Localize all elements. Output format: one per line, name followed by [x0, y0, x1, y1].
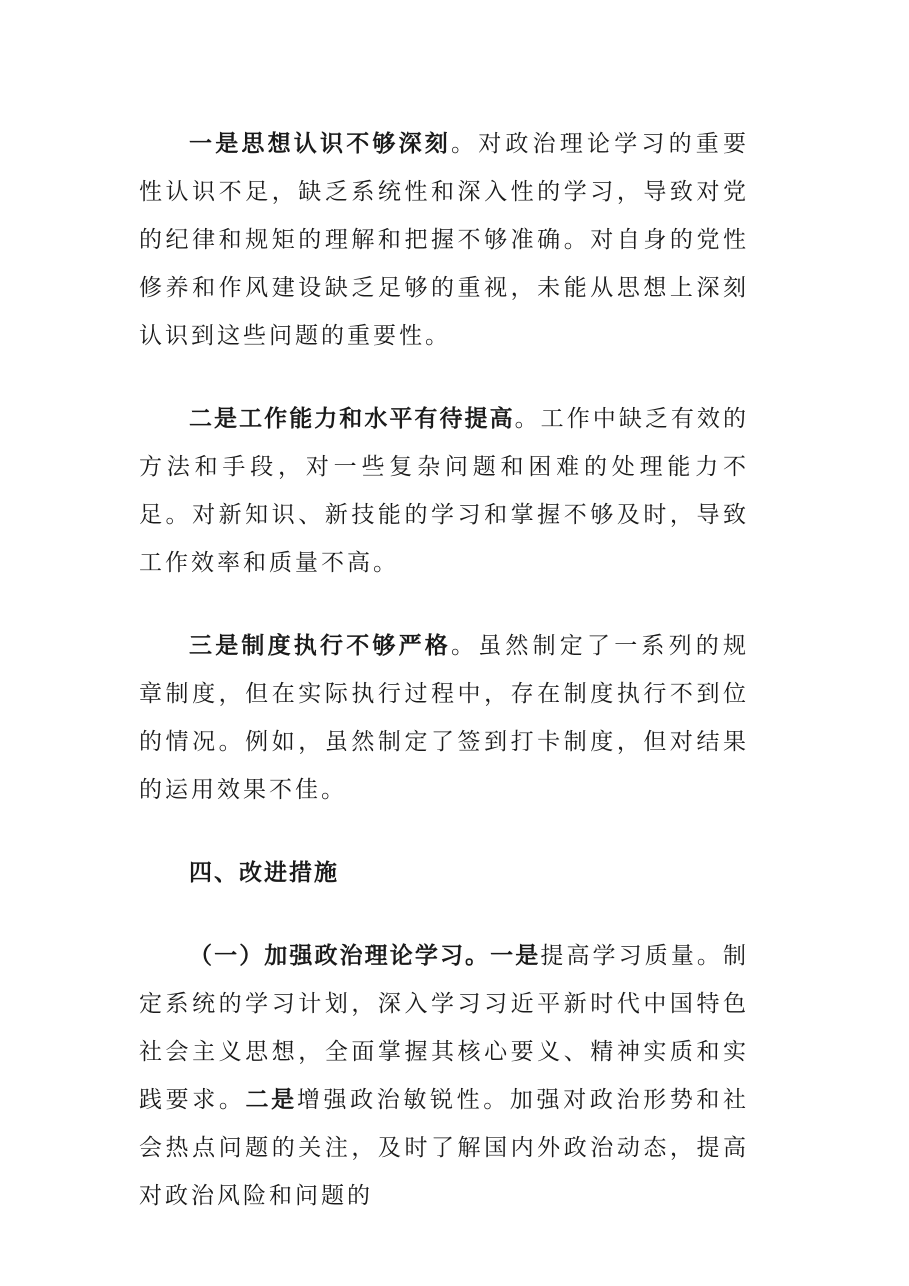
paragraph-body: 。工作中缺乏有效的方法和手段，对一些复杂问题和困难的处理能力不足。对新知识、新技能的学习和掌握不够及时，导致工作效率和质量不高。: [139, 406, 750, 576]
measure-title: （一）加强政治理论学习。: [189, 943, 491, 969]
paragraph-system-execution: [139, 622, 749, 814]
section-heading: 四、改进措施: [189, 860, 339, 886]
document-page: [139, 120, 749, 1220]
measure-item1-body: 提高学习质量。制定系统的学习计划，深入学习习近平新时代中国特色社会主义思想，全面掌握其核心要义、精神实质和实践要求。: [139, 943, 750, 1113]
paragraph-ideological-awareness: [139, 120, 749, 360]
paragraph-body: 。虽然制定了一系列的规章制度，但在实际执行过程中，存在制度执行不到位的情况。例如，虽然制定了签到打卡制度，但对结果的运用效果不佳。: [139, 633, 750, 803]
measure-item2-body: 增强政治敏锐性。加强对政治形势和社会热点问题的关注，及时了解国内外政治动态，提高对政治风险和问题的: [139, 1087, 750, 1209]
paragraph-lead: 三是制度执行不够严格: [189, 633, 451, 659]
measure-item1-lead: 一是: [490, 943, 541, 969]
paragraph-lead: 一是思想认识不够深刻: [189, 131, 451, 157]
paragraph-spacer: [139, 587, 749, 622]
paragraph-lead: 二是工作能力和水平有待提高: [189, 406, 515, 432]
paragraph-spacer: [139, 814, 749, 849]
paragraph-spacer: [139, 360, 749, 395]
measure-item2-lead: 二是: [245, 1087, 297, 1113]
paragraph-body: 。对政治理论学习的重要性认识不足，缺乏系统性和深入性的学习，导致对党的纪律和规矩的理解和把握不够准确。对自身的党性修养和作风建设缺乏足够的重视，未能从思想上深刻认识到这些问题的重要性。: [139, 131, 750, 349]
paragraph-spacer: [139, 897, 749, 932]
paragraph-work-ability: [139, 395, 749, 587]
paragraph-measure-theory-study: [139, 932, 749, 1220]
